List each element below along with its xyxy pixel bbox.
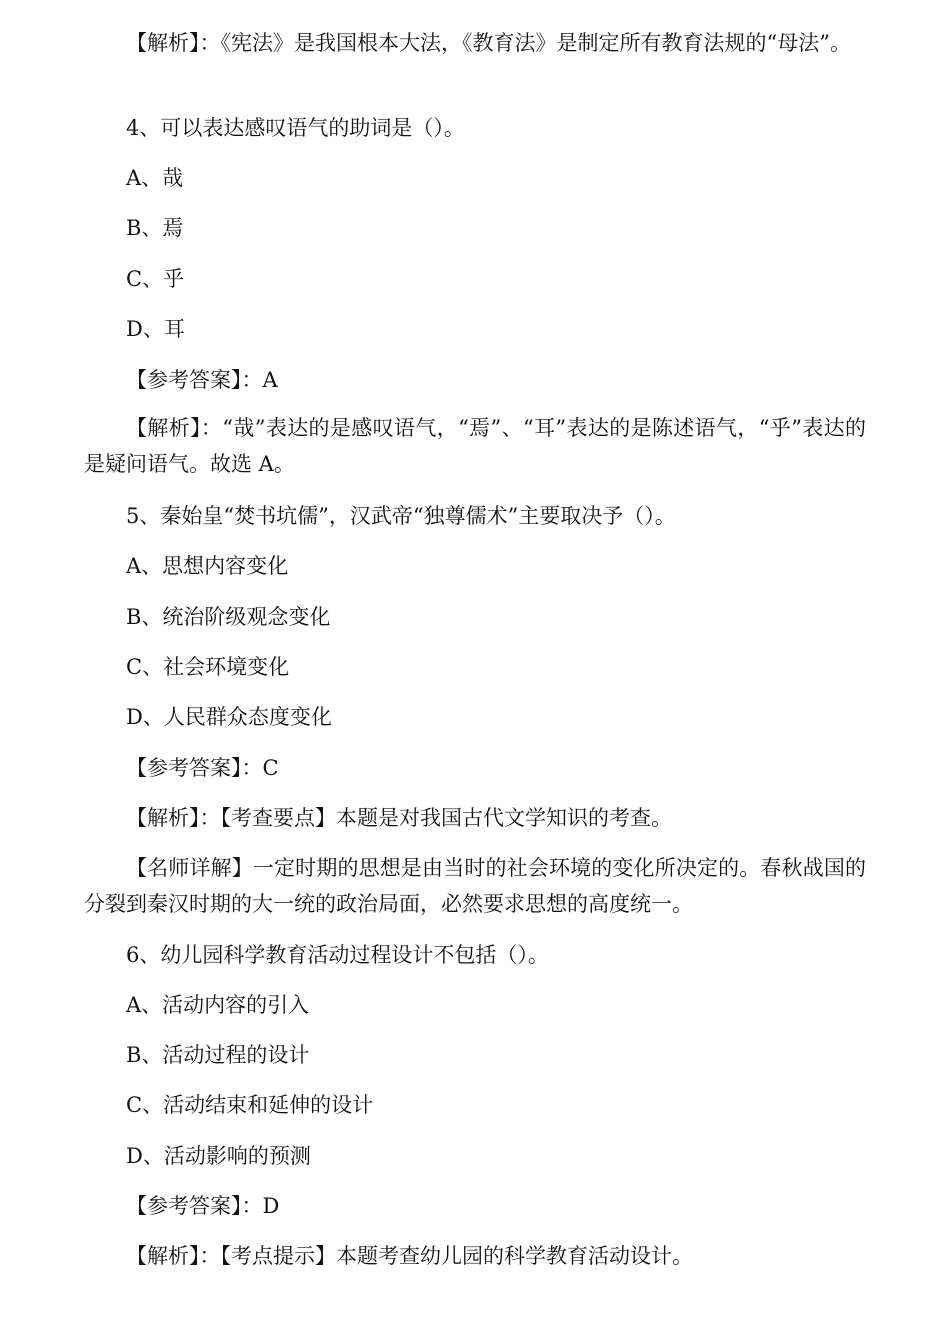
- q5-teacher-detail: 【名师详解】一定时期的思想是由当时的社会环境的变化所决定的。春秋战国的分裂到秦汉时期的大一统的政治局面，必然要求思想的高度统一。: [84, 856, 866, 916]
- q5-analysis: [0, 804, 950, 832]
- q4-option-d: D、耳: [126, 317, 185, 341]
- analysis-text: “哉”表达的是感叹语气，“焉”、“耳”表达的是陈述语气，“乎”表达的是疑问语气。故选 A。: [84, 416, 866, 476]
- q6-option-c: C、活动结束和延伸的设计: [126, 1093, 374, 1117]
- q5-option-b: B、统治阶级观念变化: [126, 605, 331, 629]
- answer-value: C: [262, 756, 279, 780]
- q4-option-a: A、哉: [126, 166, 184, 190]
- answer-tag: 【参考答案】：: [126, 1194, 263, 1218]
- q4-analysis: [84, 410, 866, 482]
- q6-analysis: [0, 1242, 950, 1270]
- question-5: 5、秦始皇“焚书坑儒”，汉武帝“独尊儒术”主要取决予（）。: [126, 504, 676, 528]
- analysis-text: 【考查要点】本题是对我国古代文学知识的考查。: [220, 806, 672, 830]
- q6-option-d: D、活动影响的预测: [126, 1144, 311, 1168]
- q5-answer: [0, 754, 950, 782]
- analysis-paragraph-3: [84, 25, 866, 61]
- answer-value: D: [262, 1194, 280, 1218]
- answer-tag: 【参考答案】：: [126, 368, 263, 392]
- q6-option-a: A、活动内容的引入: [126, 993, 310, 1017]
- analysis-tag: 【解析】：: [126, 31, 221, 55]
- q5-option-c: C、社会环境变化: [126, 655, 290, 679]
- q5-option-d: D、人民群众态度变化: [126, 705, 332, 729]
- q4-answer: [0, 366, 950, 394]
- analysis-text: 《宪法》是我国根本大法，《教育法》是制定所有教育法规的“母法”。: [220, 31, 851, 55]
- answer-value: A: [262, 368, 278, 392]
- analysis-tag: 【解析】：: [126, 806, 221, 830]
- q6-answer: [0, 1192, 950, 1220]
- question-4: 4、可以表达感叹语气的助词是（）。: [126, 116, 465, 140]
- q4-option-c: C、乎: [126, 267, 185, 291]
- analysis-tag: 【解析】：: [126, 1244, 221, 1268]
- q6-option-b: B、活动过程的设计: [126, 1043, 310, 1067]
- q4-option-b: B、焉: [126, 216, 184, 240]
- analysis-tag: 【解析】：: [126, 416, 223, 440]
- analysis-text: 【考点提示】本题考查幼儿园的科学教育活动设计。: [220, 1244, 693, 1268]
- q5-option-a: A、思想内容变化: [126, 554, 289, 578]
- answer-tag: 【参考答案】：: [126, 756, 263, 780]
- question-6: 6、幼儿园科学教育活动过程设计不包括（）。: [126, 943, 549, 967]
